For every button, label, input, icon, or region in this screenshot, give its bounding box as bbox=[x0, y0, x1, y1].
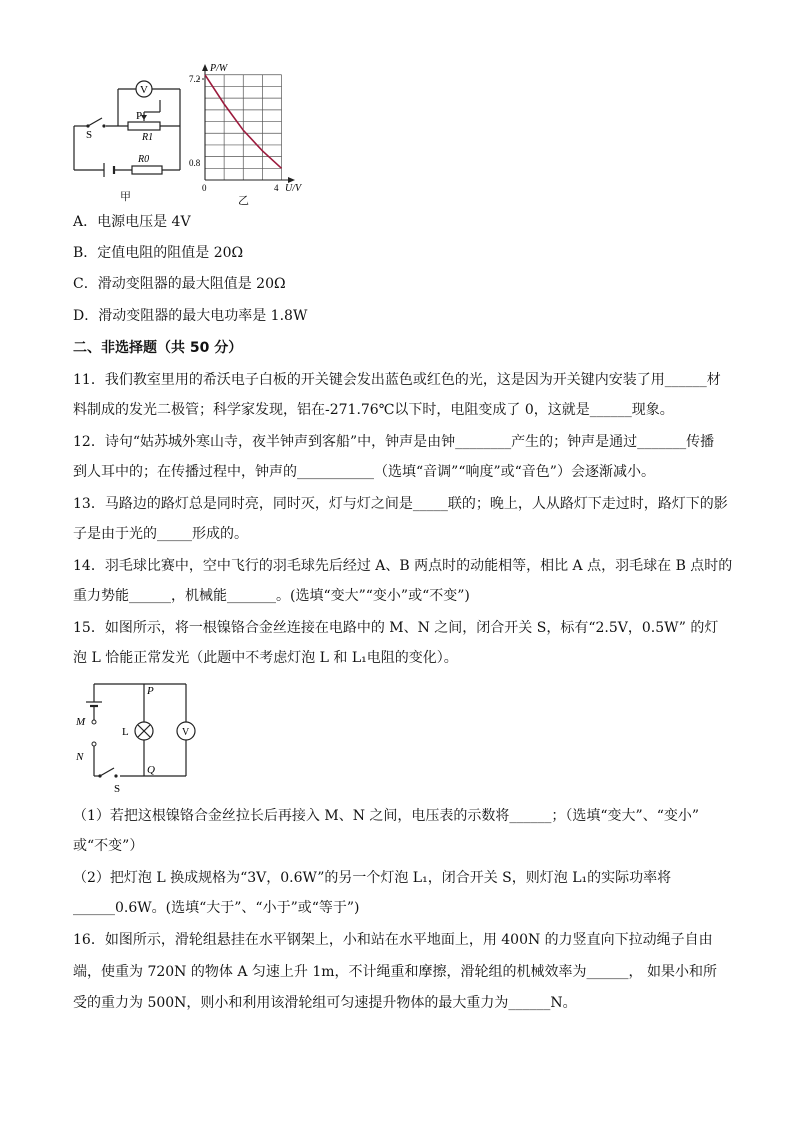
r1-label: R1 bbox=[142, 132, 154, 143]
lamp-label: L bbox=[122, 726, 129, 738]
x-axis-label: U/V bbox=[285, 183, 302, 194]
q16-line1: 16．如图所示，滑轮组悬挂在水平钢架上，小和站在水平地面上，用 400N 的力竖直向下拉动绳子自由 bbox=[73, 932, 713, 948]
q15-line2: 泡 L 恰能正常发光（此题中不考虑灯泡 L 和 L₁电阻的变化）。 bbox=[73, 650, 458, 666]
q14-line2: 重力势能______，机械能_______。(选填“变大”“变小”或“不变”) bbox=[73, 588, 470, 604]
circuit-jia bbox=[68, 72, 201, 202]
caption-yi: 乙 bbox=[238, 195, 249, 207]
slider-label: P bbox=[136, 110, 143, 122]
q14-line1: 14．羽毛球比赛中，空中飞行的羽毛球先后经过 A、B 两点时的动能相等，相比 A 点，羽毛球在 B 点时的 bbox=[73, 558, 733, 574]
q13-line1: 13．马路边的路灯总是同时亮，同时灭，灯与灯之间是_____联的；晚上，人从路灯下走过时，路灯下的影 bbox=[73, 496, 728, 512]
q16-line2: 端，使重为 720N 的物体 A 匀速上升 1m，不计绳重和摩擦，滑轮组的机械效率为______， 如果小和所 bbox=[73, 964, 717, 980]
r0-label: R0 bbox=[138, 154, 150, 165]
q11-line1: 11．我们教室里用的希沃电子白板的开关键会发出蓝色或红色的光，这是因为开关键内安装了用______材 bbox=[73, 372, 721, 388]
x-tick-zero: 0 bbox=[202, 183, 207, 193]
switch-label: S bbox=[86, 129, 93, 141]
x-tick-max: 4 bbox=[274, 183, 279, 193]
option-a: A．电源电压是 4V bbox=[73, 214, 191, 230]
voltmeter-label: V bbox=[140, 84, 148, 96]
y-tick-min: 0.8 bbox=[189, 158, 201, 168]
graph-yi bbox=[188, 60, 313, 200]
q-label: Q bbox=[147, 764, 155, 776]
caption-jia: 甲 bbox=[120, 191, 131, 203]
p-label: P bbox=[147, 685, 154, 697]
q15-part2-line2: ______0.6W。(选填“大于”、“小于”或“等于”) bbox=[73, 900, 360, 916]
n-label: N bbox=[76, 751, 84, 763]
switch-label-15: S bbox=[114, 783, 121, 795]
option-b: B．定值电阻的阻值是 20Ω bbox=[73, 245, 244, 261]
y-tick-max: 7.2 bbox=[189, 74, 201, 84]
q12-line1: 12．诗句“姑苏城外寒山寺，夜半钟声到客船”中，钟声是由钟________产生的；钟声是通过_______传播 bbox=[73, 434, 715, 450]
q16-line3: 受的重力为 500N，则小和利用该滑轮组可匀速提升物体的最大重力为______N。 bbox=[73, 995, 577, 1011]
option-d: D．滑动变阻器的最大电功率是 1.8W bbox=[73, 308, 308, 324]
voltmeter-label-15: V bbox=[182, 727, 190, 738]
m-label: M bbox=[76, 716, 86, 728]
q13-line2: 子是由于光的_____形成的。 bbox=[73, 526, 248, 542]
y-axis-label: P/W bbox=[210, 63, 228, 74]
section-title: 二、非选择题（共 50 分） bbox=[73, 340, 243, 356]
q15-part1-line1: （1）若把这根镍铬合金丝拉长后再接入 M、N 之间，电压表的示数将______；（选填“变大”、“变小” bbox=[73, 808, 700, 824]
q11-line2: 料制成的发光二极管；科学家发现，铝在-271.76℃以下时，电阻变成了 0，这就是______现象。 bbox=[73, 402, 674, 418]
circuit-15 bbox=[70, 672, 210, 798]
q15-line1: 15．如图所示，将一根镍铬合金丝连接在电路中的 M、N 之间，闭合开关 S，标有“2.5V，0.5W” 的灯 bbox=[73, 620, 719, 636]
q15-part2-line1: （2）把灯泡 L 换成规格为“3V，0.6W”的另一个灯泡 L₁，闭合开关 S，则灯泡 L₁的实际功率将 bbox=[73, 870, 672, 886]
q12-line2: 到人耳中的；在传播过程中，钟声的___________（选填“音调”“响度”或“音色”）会逐渐减小。 bbox=[73, 464, 655, 480]
q15-part1-line2: 或“不变”） bbox=[73, 838, 144, 854]
option-c: C．滑动变阻器的最大阻值是 20Ω bbox=[73, 276, 286, 292]
